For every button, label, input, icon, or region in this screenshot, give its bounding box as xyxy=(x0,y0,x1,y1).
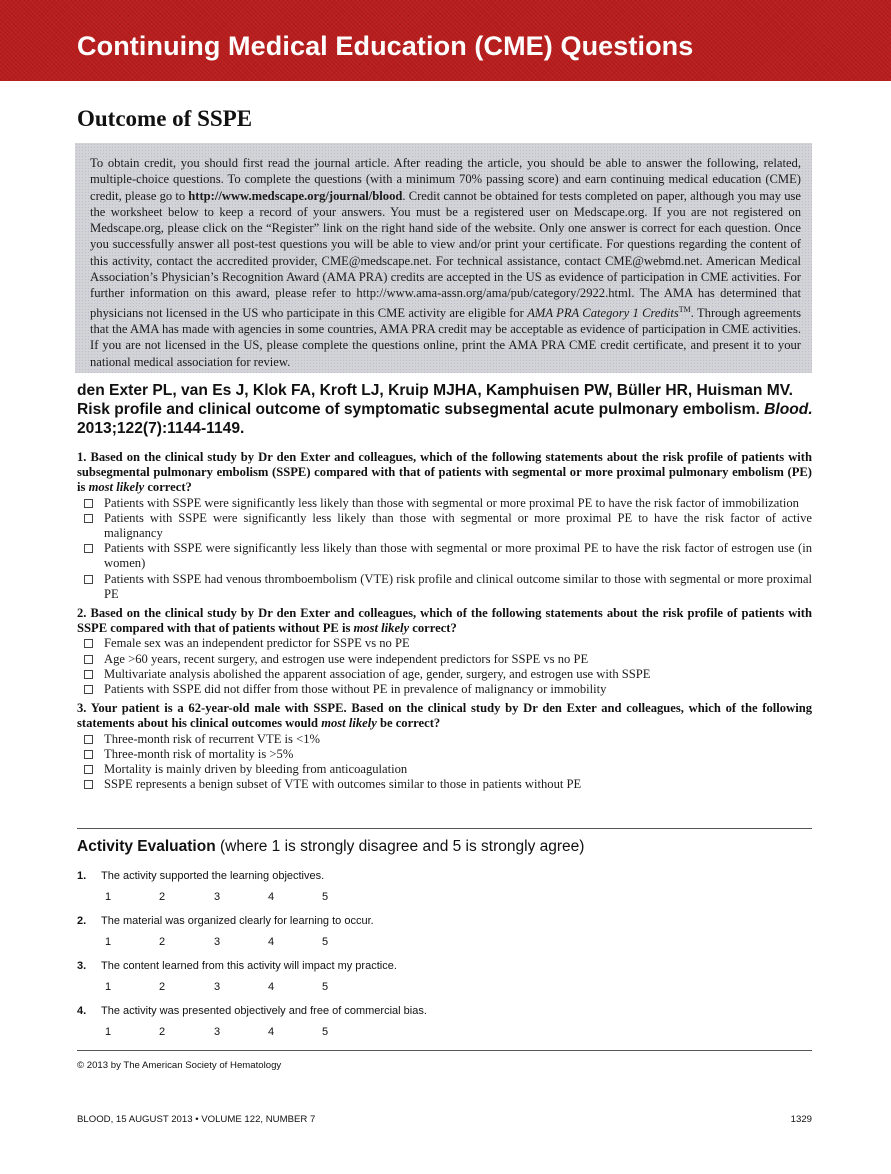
answer-option[interactable] xyxy=(83,747,812,762)
rating-4[interactable]: 4 xyxy=(268,1026,275,1038)
band-title: Continuing Medical Education (CME) Questions xyxy=(77,31,694,61)
rating-2[interactable]: 2 xyxy=(159,936,166,948)
stem-emphasis: most likely xyxy=(353,621,410,636)
rating-5[interactable]: 5 xyxy=(322,891,329,903)
answer-options xyxy=(77,496,812,602)
instructions-box xyxy=(75,143,812,373)
stem-text: correct? xyxy=(144,480,192,495)
checkbox-icon[interactable] xyxy=(84,670,93,679)
option-label: SSPE represents a benign subset of VTE with outcomes similar to those in patients without PE xyxy=(104,777,582,792)
rating-4[interactable]: 4 xyxy=(268,936,275,948)
rating-5[interactable]: 5 xyxy=(322,981,329,993)
answer-option[interactable] xyxy=(83,667,812,682)
rating-1[interactable]: 1 xyxy=(105,891,112,903)
stem-text: 3. Your patient is a 62-year-old male with SSPE. Based on the clinical study by Dr den Exter and colleagues, which of the following statements about his clinical outcomes would xyxy=(77,701,812,731)
option-label: Female sex was an independent predictor for SSPE vs no PE xyxy=(104,636,410,651)
evaluation-list xyxy=(77,870,812,1050)
citation-reference: 2013;122(7):1144-1149. xyxy=(77,420,245,437)
option-label: Patients with SSPE were significantly less likely than those with segmental or more proximal PE to have the risk factor of estrogen use (in women) xyxy=(104,541,812,571)
rating-3[interactable]: 3 xyxy=(214,981,221,993)
checkbox-icon[interactable] xyxy=(84,499,93,508)
copyright-notice: © 2013 by The American Society of Hematology xyxy=(77,1060,282,1071)
question-1 xyxy=(77,450,812,602)
item-number: 2. xyxy=(77,915,87,927)
instructions-part-1: To obtain credit, you should first read the journal article. After reading the article, you should be able to answer the following, related, multiple-choice questions. To complete the questions (with a minimum 70% passing score) and earn continuing medical education (CME) credit, please go to xyxy=(90,156,801,203)
option-label: Three-month risk of mortality is >5% xyxy=(104,746,294,761)
rating-4[interactable]: 4 xyxy=(268,891,275,903)
option-label: Patients with SSPE did not differ from those without PE in prevalence of malignancy or immobility xyxy=(104,682,607,697)
article-citation xyxy=(77,381,814,438)
checkbox-icon[interactable] xyxy=(84,735,93,744)
question-2 xyxy=(77,606,812,697)
item-number: 1. xyxy=(77,870,87,882)
evaluation-item xyxy=(77,870,812,915)
citation-authors-title: den Exter PL, van Es J, Klok FA, Kroft LJ, Kruip MJHA, Kamphuisen PW, Büller HR, Huisman MV. Risk profile and clinical outcome of symptomatic subsegmental acute pulmonary embolism. xyxy=(77,382,794,418)
checkbox-icon[interactable] xyxy=(84,765,93,774)
stem-text: 2. Based on the clinical study by Dr den Exter and colleagues, which of the following statements about the risk profile of patients with SSPE compared with that of patients without PE is xyxy=(77,606,812,636)
page-number: 1329 xyxy=(790,1114,812,1125)
medscape-link[interactable]: http://www.medscape.org/journal/blood xyxy=(188,188,403,203)
instructions-part-3: . Through agreements that the AMA has made with agencies in some countries, AMA PRA credit may be acceptable as evidence of participation in CME activities. If you are not licensed in the US, please complete the questions online, print the AMA PRA CME credit certificate, and present it to your national medical association for review. xyxy=(90,305,801,369)
answer-option[interactable] xyxy=(83,572,812,602)
stem-text: be correct? xyxy=(376,716,441,731)
answer-option[interactable] xyxy=(83,511,812,541)
stem-emphasis: most likely xyxy=(321,716,377,731)
option-label: Three-month risk of recurrent VTE is <1% xyxy=(104,731,320,746)
option-label: Patients with SSPE were significantly less likely than those with segmental or more proximal PE to have the risk factor of immobilization xyxy=(104,495,799,510)
evaluation-item xyxy=(77,1005,812,1050)
evaluation-item xyxy=(77,960,812,1005)
answer-option[interactable] xyxy=(83,762,812,777)
stem-text: 1. Based on the clinical study by Dr den Exter and colleagues, which of the following statements about the risk profile of patients with subsegmental pulmonary embolism (SSPE) compared with that of patients with segmental or more proximal pulmonary embolism (PE) is xyxy=(77,450,812,495)
answer-option[interactable] xyxy=(83,777,812,792)
answer-options xyxy=(77,636,812,697)
item-number: 3. xyxy=(77,960,87,972)
checkbox-icon[interactable] xyxy=(84,639,93,648)
item-text: The activity was presented objectively and free of commercial bias. xyxy=(101,1005,427,1017)
answer-option[interactable] xyxy=(83,541,812,571)
instructions-part-2: . Credit cannot be obtained for tests completed on paper, although you may use the worksheet below to keep a record of your answers. You must be a registered user on Medscape.org. If you are not registered on Medscape.org, please click on the “Register” link on the right hand side of the website. Only one answer is correct for each question. Once you successfully answer all post-test questions you will be able to view and/or print your certificate. For questions regarding the content of this activity, contact the accredited provider, CME@medscape.net. For technical assistance, contact CME@webmd.net. American Medical Association’s Physician’s Recognition Award (AMA PRA) credits are accepted in the US as evidence of participation in CME activities. For further information on this award, please refer to http://www.ama-assn.org/ama/pub/category/2922.html. The AMA has determined that physicians not licensed in the US who participate in this CME activity are eligible for xyxy=(90,188,801,320)
rating-2[interactable]: 2 xyxy=(159,1026,166,1038)
option-label: Mortality is mainly driven by bleeding from anticoagulation xyxy=(104,762,408,777)
rating-5[interactable]: 5 xyxy=(322,936,329,948)
evaluation-subtitle: (where 1 is strongly disagree and 5 is strongly agree) xyxy=(215,838,585,855)
rating-4[interactable]: 4 xyxy=(268,981,275,993)
checkbox-icon[interactable] xyxy=(84,575,93,584)
item-text: The material was organized clearly for learning to occur. xyxy=(101,915,374,927)
checkbox-icon[interactable] xyxy=(84,780,93,789)
item-number: 4. xyxy=(77,1005,87,1017)
option-label: Multivariate analysis abolished the apparent association of age, gender, surgery, and estrogen use with SSPE xyxy=(104,666,651,681)
checkbox-icon[interactable] xyxy=(84,685,93,694)
option-label: Age >60 years, recent surgery, and estrogen use were independent predictors for SSPE vs no PE xyxy=(104,651,589,666)
answer-option[interactable] xyxy=(83,496,812,511)
rating-1[interactable]: 1 xyxy=(105,1026,112,1038)
evaluation-title: Activity Evaluation xyxy=(77,838,216,855)
option-label: Patients with SSPE were significantly less likely than those with segmental or more proximal PE to have the risk factor of active malignancy xyxy=(104,510,812,541)
item-text: The content learned from this activity will impact my practice. xyxy=(101,960,397,972)
stem-emphasis: most likely xyxy=(88,480,145,495)
page-title: Outcome of SSPE xyxy=(77,106,253,131)
rating-5[interactable]: 5 xyxy=(322,1026,329,1038)
journal-issue: BLOOD, 15 AUGUST 2013 • VOLUME 122, NUMBER 7 xyxy=(77,1114,316,1125)
evaluation-heading xyxy=(77,838,584,856)
question-stem xyxy=(77,450,812,496)
instructions-text xyxy=(90,155,801,370)
question-list xyxy=(77,450,812,796)
answer-option[interactable] xyxy=(83,732,812,747)
item-text: The activity supported the learning objectives. xyxy=(101,870,325,882)
checkbox-icon[interactable] xyxy=(84,750,93,759)
answer-option[interactable] xyxy=(83,682,812,697)
answer-options xyxy=(77,732,812,793)
answer-option[interactable] xyxy=(83,636,812,651)
question-stem xyxy=(77,701,812,731)
checkbox-icon[interactable] xyxy=(84,544,93,553)
rating-1[interactable]: 1 xyxy=(105,981,112,993)
rating-3[interactable]: 3 xyxy=(214,891,221,903)
checkbox-icon[interactable] xyxy=(84,514,93,523)
rating-2[interactable]: 2 xyxy=(159,981,166,993)
section-divider xyxy=(77,828,812,829)
footer-divider xyxy=(77,1050,812,1051)
rating-2[interactable]: 2 xyxy=(159,891,166,903)
header-band xyxy=(0,0,891,81)
question-3 xyxy=(77,701,812,792)
rating-3[interactable]: 3 xyxy=(214,1026,221,1038)
stem-text: correct? xyxy=(409,621,457,636)
checkbox-icon[interactable] xyxy=(84,655,93,664)
answer-option[interactable] xyxy=(83,652,812,667)
rating-1[interactable]: 1 xyxy=(105,936,112,948)
option-label: Patients with SSPE had venous thromboembolism (VTE) risk profile and clinical outcome similar to those with segmental or more proximal PE xyxy=(104,571,812,601)
rating-3[interactable]: 3 xyxy=(214,936,221,948)
credit-designation: AMA PRA Category 1 Credits xyxy=(527,305,679,320)
citation-journal: Blood. xyxy=(764,401,813,418)
trademark: TM xyxy=(678,304,691,314)
evaluation-item xyxy=(77,915,812,960)
question-stem xyxy=(77,606,812,636)
